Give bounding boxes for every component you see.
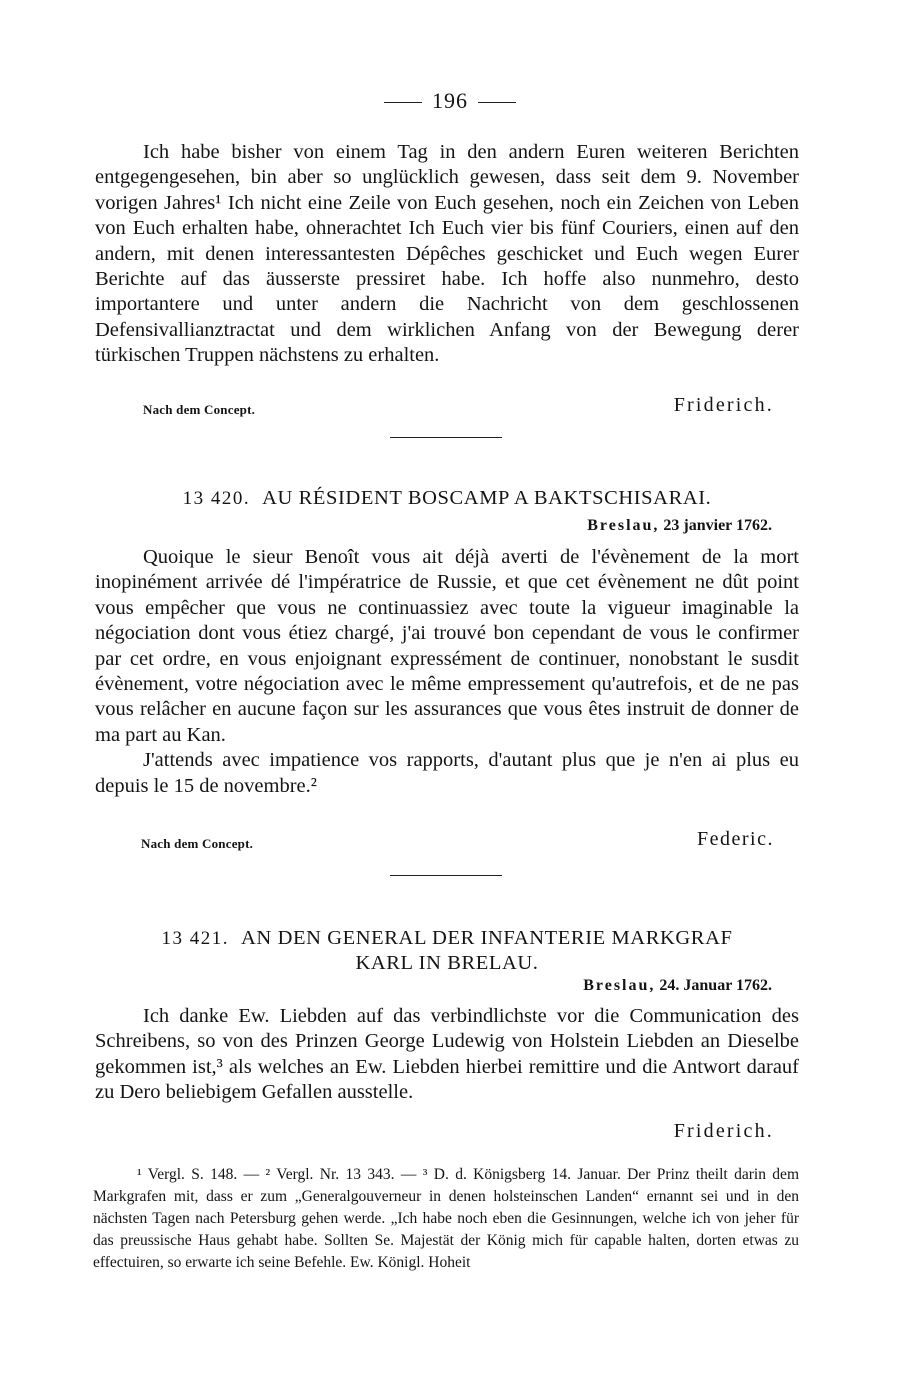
letter-heading bbox=[95, 926, 799, 976]
letter-title-line2: KARL IN BRELAU. bbox=[355, 952, 539, 974]
letter-title: AU RÉSIDENT BOSCAMP A BAKTSCHISARAI. bbox=[262, 487, 712, 509]
source-note: Nach dem Concept. bbox=[143, 402, 256, 417]
page-number: 196 bbox=[432, 88, 468, 113]
letter-title: AN DEN GENERAL DER INFANTERIE MARKGRAF bbox=[241, 927, 733, 949]
letter-number: 13 420. bbox=[182, 488, 251, 509]
dateline-place: Breslau, bbox=[587, 517, 660, 534]
footnotes-text: ¹ Vergl. S. 148. — ² Vergl. Nr. 13 343. — ³ D. d. Königsberg 14. Januar. Der Prinz theilt darin dem Markgrafen mit, dass er zum „Generalgouverneur in denen holsteinschen Landen“ ernannt sei und in den nächsten Tagen nach Petersburg gehen werde. „Ich habe noch eben die Gesinnungen, welche ich von jeher für das preussische Haus gehabt habe. Sollten Se. Majestät der König mich für capable halten, dorten etwas zu effectuiren, so erwarte ich seine Befehle. Ew. Königl. Hoheit bbox=[93, 1166, 799, 1271]
letter-text bbox=[95, 1004, 799, 1106]
letter-paragraph bbox=[95, 1004, 799, 1106]
dateline bbox=[583, 977, 772, 995]
header-dash-left bbox=[384, 102, 422, 103]
signature: Federic. bbox=[697, 828, 774, 850]
dateline bbox=[587, 517, 772, 535]
letter-continuation bbox=[95, 140, 799, 369]
signature: Friderich. bbox=[673, 394, 774, 416]
letter-paragraph bbox=[95, 545, 799, 748]
letter-number: 13 421. bbox=[161, 928, 230, 949]
footnotes bbox=[93, 1164, 799, 1274]
letter-paragraph-text: J'attends avec impatience vos rapports, d'autant plus que je n'en ai plus eu depuis le 15 de novembre.² bbox=[95, 749, 799, 797]
dateline-date: 23 janvier 1762. bbox=[663, 517, 772, 534]
letter-paragraph bbox=[95, 748, 799, 799]
header-dash-right bbox=[478, 102, 516, 103]
letter-body-text: Ich habe bisher von einem Tag in den andern Euren weiteren Berichten entgegengesehen, bin aber so unglücklich gewesen, dass seit dem 9. November vorigen Jahres¹ Ich nicht eine Zeile von Euch gesehen, noch ein Zeichen von Leben von Euch erhalten habe, ohnerachtet Ich Euch vier bis fünf Couriers, einen auf den andern, mit denen interessantesten Dépêches geschicket und Euch wegen Eurer Berichte auf das äusserste pressiret habe. Ich hoffe also nunmehro, desto importantere und unter andern die Nachricht von dem geschlossenen Defensivallianztractat und dem wirklichen Anfang von der Bewegung derer türkischen Truppen nächstens zu erhalten. bbox=[95, 141, 799, 367]
section-divider bbox=[390, 875, 502, 876]
letter-paragraph-text: Ich danke Ew. Liebden auf das verbindlichste vor die Communication des Schreibens, so von des Prinzen George Ludewig von Holstein Liebden an Dieselbe gekommen ist,³ als welches an Ew. Liebden hierbei remittire und die Antwort darauf zu Dero beliebigem Gefallen ausstelle. bbox=[95, 1005, 799, 1104]
letter-text bbox=[95, 545, 799, 799]
dateline-place: Breslau, bbox=[583, 977, 656, 994]
dateline-date: 24. Januar 1762. bbox=[659, 977, 772, 994]
letter-paragraph-text: Quoique le sieur Benoît vous ait déjà averti de l'évènement de la mort inopinément arrivée dé l'impératrice de Russie, et que cet évènement ne dût point vous empêcher que vous ne continuassiez avec toute la vigueur imaginable la négociation dont vous étiez chargé, j'ai trouvé bon cependant de vous le confirmer par cet ordre, en vous enjoignant expressément de continuer, nonobstant le susdit évènement, votre négociation avec le même empressement qu'autrefois, et de ne pas vous relâcher en aucune façon sur les assurances que vous êtes instruit de donner de ma part au Kan. bbox=[95, 546, 799, 746]
letter-body bbox=[95, 140, 799, 369]
signature: Friderich. bbox=[673, 1120, 774, 1142]
section-divider bbox=[390, 437, 502, 438]
source-note: Nach dem Concept. bbox=[141, 836, 254, 851]
letter-heading-line1 bbox=[95, 926, 799, 951]
page-header bbox=[0, 88, 900, 114]
letter-heading bbox=[95, 486, 799, 511]
